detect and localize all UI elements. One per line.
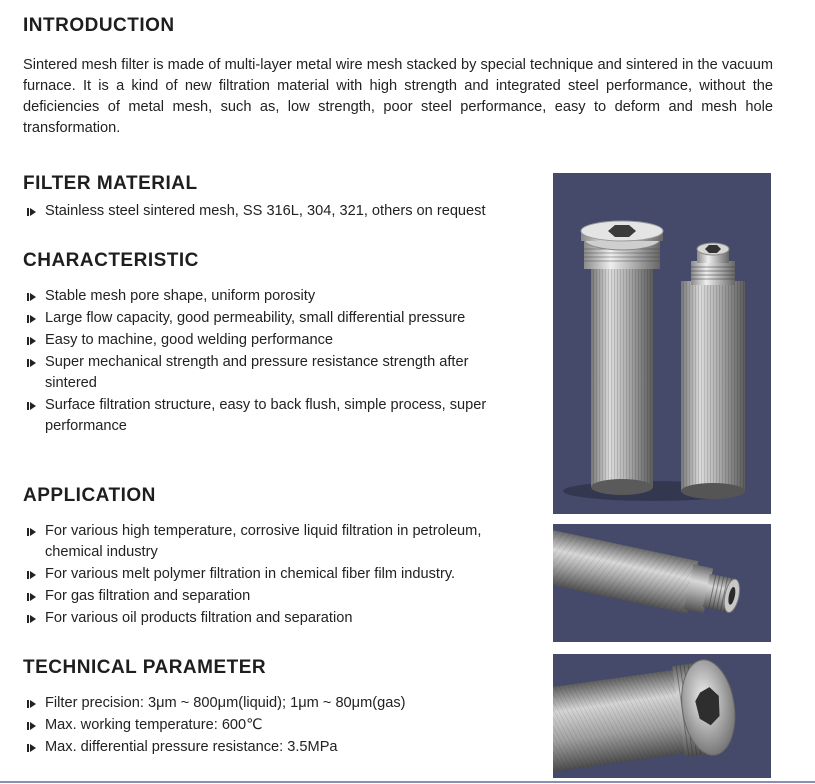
bullet-arrow-icon [30, 208, 36, 216]
bullet-arrow-icon [30, 744, 36, 752]
bullet-arrow-icon [30, 722, 36, 730]
technical-parameter-list [28, 693, 538, 759]
characteristic-heading: CHARACTERISTIC [23, 250, 199, 271]
bullet-arrow-icon [30, 528, 36, 536]
application-list [28, 521, 543, 630]
filter-material-list [28, 201, 538, 223]
list-item: Max. differential pressure resistance: 3.5MPa [28, 737, 538, 758]
list-item: Surface filtration structure, easy to back flush, simple process, super performance [28, 395, 498, 437]
list-item: For gas filtration and separation [28, 586, 543, 607]
filter-material-heading: FILTER MATERIAL [23, 173, 198, 194]
list-item: Stainless steel sintered mesh, SS 316L, 304, 321, others on request [28, 201, 538, 222]
list-item: For various high temperature, corrosive liquid filtration in petroleum, chemical industry [28, 521, 543, 563]
application-heading: APPLICATION [23, 485, 156, 506]
bullet-arrow-icon [30, 700, 36, 708]
filter-end-closeup-photo [553, 654, 771, 778]
list-item: Filter precision: 3μm ~ 800μm(liquid); 1μm ~ 80μm(gas) [28, 693, 538, 714]
list-item: For various oil products filtration and separation [28, 608, 543, 629]
bullet-arrow-icon [30, 293, 36, 301]
bullet-arrow-icon [30, 315, 36, 323]
bullet-arrow-icon [30, 571, 36, 579]
technical-parameter-heading: TECHNICAL PARAMETER [23, 657, 267, 678]
list-item: Easy to machine, good welding performance [28, 330, 498, 351]
bullet-arrow-icon [30, 402, 36, 410]
introduction-text: Sintered mesh filter is made of multi-layer metal wire mesh stacked by special technique and sintered in the vacuum furnace. It is a kind of new filtration material with high strength and integrated steel performance, without the deficiencies of metal mesh, such as, low strength, poor steel performance, easy to deform and mesh hole transformation. [23, 57, 773, 136]
introduction-heading: INTRODUCTION [23, 15, 175, 36]
bullet-arrow-icon [30, 593, 36, 601]
bullet-arrow-icon [30, 359, 36, 367]
bottom-divider [0, 781, 815, 783]
list-item: Max. working temperature: 600℃ [28, 715, 538, 736]
filter-cartridges-photo [553, 173, 771, 514]
threaded-filter-photo [553, 524, 771, 642]
list-item: Super mechanical strength and pressure resistance strength after sintered [28, 352, 498, 394]
characteristic-list [28, 286, 498, 438]
list-item: For various melt polymer filtration in chemical fiber film industry. [28, 564, 543, 585]
bullet-arrow-icon [30, 337, 36, 345]
list-item: Large flow capacity, good permeability, small differential pressure [28, 308, 498, 329]
bullet-arrow-icon [30, 615, 36, 623]
list-item: Stable mesh pore shape, uniform porosity [28, 286, 498, 307]
